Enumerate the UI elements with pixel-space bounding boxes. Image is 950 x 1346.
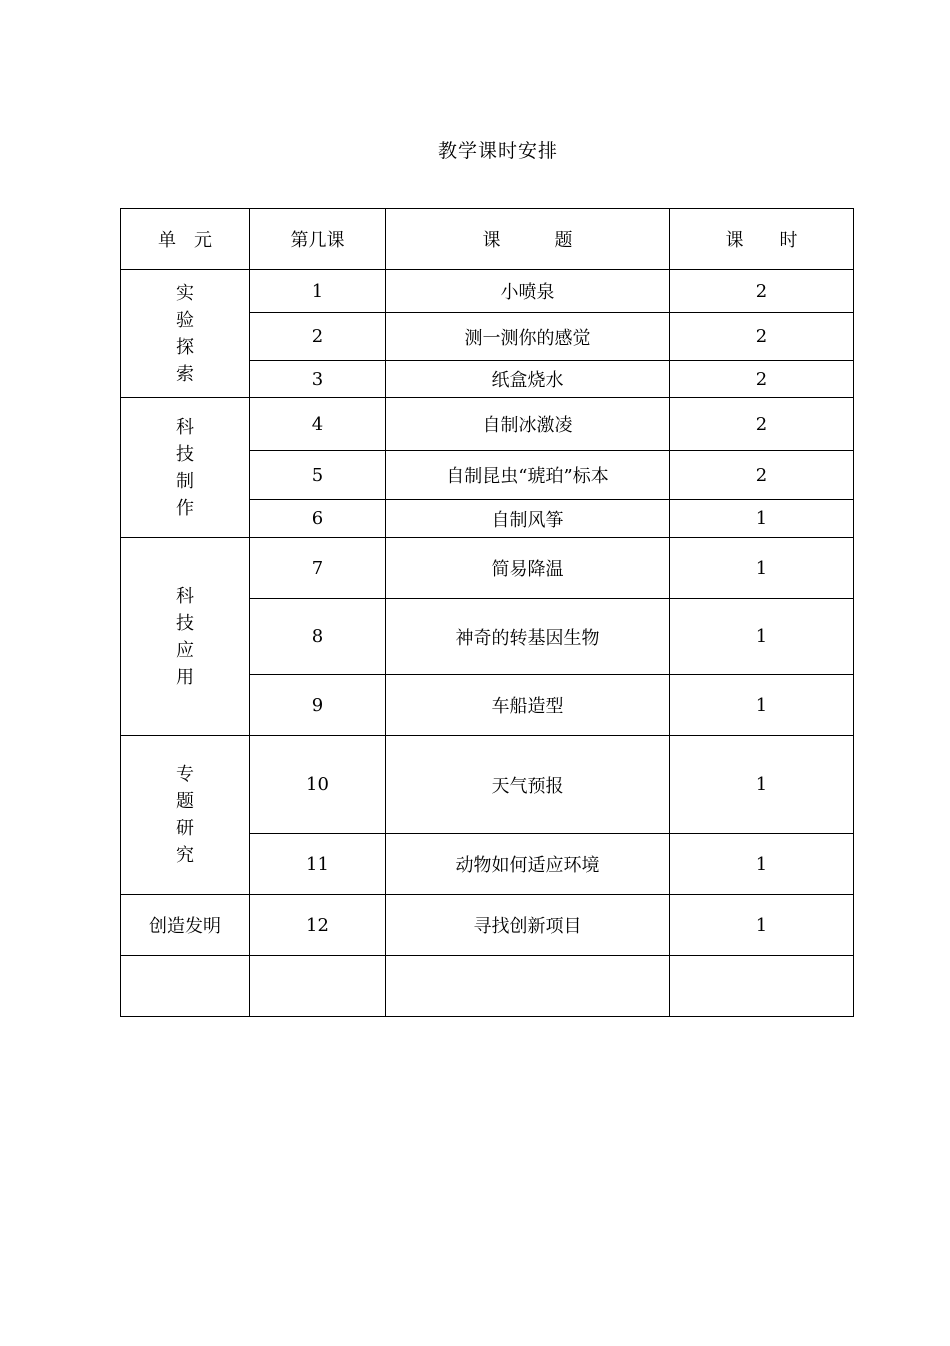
lesson-topic: 天气预报 [386, 736, 670, 834]
lesson-topic: 自制冰激凌 [386, 398, 670, 451]
lesson-hours: 2 [670, 451, 854, 500]
unit-label: 专题研究 [176, 764, 194, 866]
lesson-number: 7 [250, 538, 386, 599]
lesson-hours: 1 [670, 834, 854, 895]
lesson-number: 9 [250, 675, 386, 736]
lesson-number: 5 [250, 451, 386, 500]
lesson-number: 12 [250, 895, 386, 956]
lesson-number: 1 [250, 270, 386, 313]
unit-cell [121, 736, 250, 895]
lesson-number: 10 [250, 736, 386, 834]
lesson-number: 2 [250, 313, 386, 361]
lesson-number: 6 [250, 500, 386, 538]
empty-cell [250, 956, 386, 1017]
lesson-topic: 寻找创新项目 [386, 895, 670, 956]
unit-cell: 创造发明 [121, 895, 250, 956]
lesson-number: 3 [250, 361, 386, 398]
table-row [121, 736, 854, 834]
lesson-hours: 1 [670, 895, 854, 956]
lesson-hours: 1 [670, 599, 854, 675]
lesson-topic: 自制昆虫“琥珀”标本 [386, 451, 670, 500]
unit-cell [121, 398, 250, 538]
header-topic: 课 题 [386, 209, 670, 270]
lesson-topic: 动物如何适应环境 [386, 834, 670, 895]
lesson-topic: 神奇的转基因生物 [386, 599, 670, 675]
lesson-topic: 测一测你的感觉 [386, 313, 670, 361]
lesson-number: 11 [250, 834, 386, 895]
lesson-hours: 1 [670, 736, 854, 834]
table-row [121, 895, 854, 956]
table-header-row [121, 209, 854, 270]
lesson-hours: 1 [670, 675, 854, 736]
empty-table-row [121, 956, 854, 1017]
table-row [121, 398, 854, 451]
unit-label: 实验探索 [176, 282, 194, 385]
empty-cell [121, 956, 250, 1017]
lesson-schedule-table [120, 208, 854, 1017]
header-lesson-number: 第几课 [250, 209, 386, 270]
lesson-topic: 自制风筝 [386, 500, 670, 538]
lesson-hours: 2 [670, 313, 854, 361]
unit-label: 科技应用 [176, 585, 194, 688]
lesson-topic: 纸盒烧水 [386, 361, 670, 398]
lesson-hours: 2 [670, 361, 854, 398]
empty-cell [386, 956, 670, 1017]
empty-cell [670, 956, 854, 1017]
unit-label: 科技制作 [176, 416, 194, 519]
lesson-number: 8 [250, 599, 386, 675]
page-title: 教学课时安排 [437, 140, 558, 162]
lesson-hours: 1 [670, 500, 854, 538]
lesson-hours: 1 [670, 538, 854, 599]
table-row [121, 270, 854, 313]
lesson-topic: 车船造型 [386, 675, 670, 736]
lesson-hours: 2 [670, 398, 854, 451]
unit-cell [121, 270, 250, 398]
lesson-topic: 小喷泉 [386, 270, 670, 313]
lesson-hours: 2 [670, 270, 854, 313]
header-hours: 课 时 [670, 209, 854, 270]
header-unit: 单 元 [121, 209, 250, 270]
lesson-topic: 简易降温 [386, 538, 670, 599]
table-row [121, 538, 854, 599]
lesson-number: 4 [250, 398, 386, 451]
unit-cell [121, 538, 250, 736]
